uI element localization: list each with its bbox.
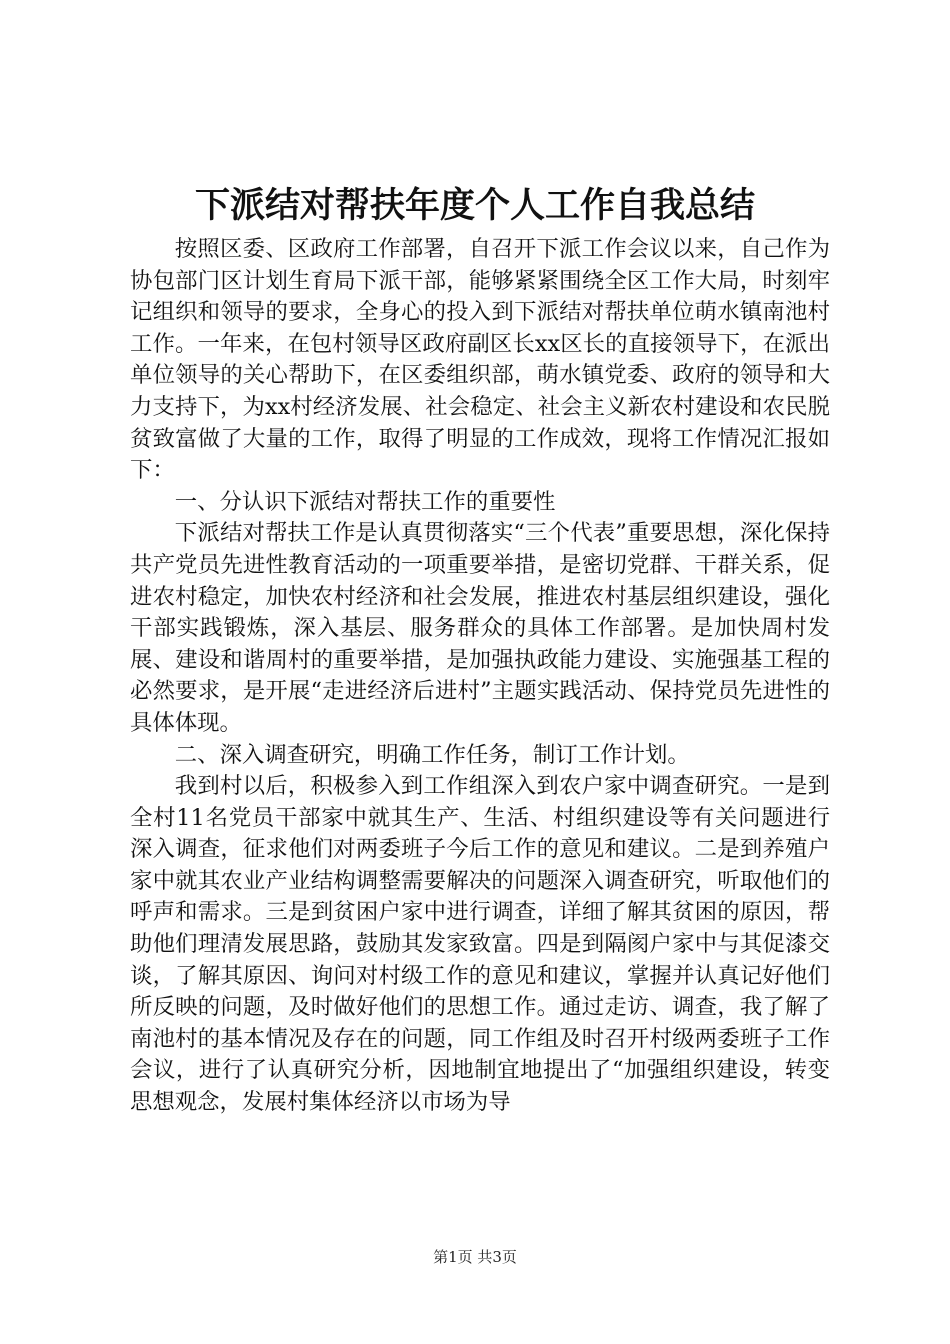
section-heading-2: 二、深入调查研究，明确工作任务，制订工作计划。 [174, 741, 690, 768]
paragraph-section-2: 我到村以后，积极参入到工作组深入到农户家中调查研究。一是到全村11名党员干部家中就其生产、生活、村组织建设等有关问题进行深入调查，征求他们对两委班子今后工作的意见和建议。二是到养殖户家中就其农业产业结构调整需要解决的问题深入调查研究，听取他们的呼声和需求。三是到贫困户家中进行调查，详细了解其贫困的原因，帮助他们理清发展思路，鼓励其发家致富。四是到隔阂户家中与其促漆交谈，了解其原因、询问对村级工作的意见和建议，掌握并认真记好他们所反映的问题，及时做好他们的思想工作。通过走访、调查，我了解了南池村的基本情况及存在的问题，同工作组及时召开村级两委班子工作会议，进行了认真研究分析，因地制宜地提出了“加强组织建设，转变思想观念，发展村集体经济以市场为导 [130, 773, 830, 1116]
page-number-footer: 第1页 共3页 [433, 1248, 517, 1266]
paragraph-section-1: 下派结对帮扶工作是认真贯彻落实“三个代表”重要思想，深化保持共产党员先进性教育活动的一项重要举措，是密切党群、干群关系，促进农村稳定，加快农村经济和社会发展，推进农村基层组织建设，强化干部实践锻炼，深入基层、服务群众的具体工作部署。是加快周村发展、建设和谐周村的重要举措，是加强执政能力建设、实施强基工程的必然要求，是开展“走进经济后进村”主题实践活动、保持党员先进性的具体体现。 [130, 520, 830, 736]
document-body [130, 234, 830, 1119]
document-title: 下派结对帮扶年度个人工作自我总结 [194, 185, 755, 226]
section-heading-1: 一、分认识下派结对帮扶工作的重要性 [174, 488, 556, 515]
paragraph-intro: 按照区委、区政府工作部署，自召开下派工作会议以来，自己作为协包部门区计划生育局下派干部，能够紧紧围绕全区工作大局，时刻牢记组织和领导的要求，全身心的投入到下派结对帮扶单位萌水镇南池村工作。一年来，在包村领导区政府副区长xx区长的直接领导下，在派出单位领导的关心帮助下，在区委组织部，萌水镇党委、政府的领导和大力支持下，为xx村经济发展、社会稳定、社会主义新农村建设和农民脱贫致富做了大量的工作，取得了明显的工作成效，现将工作情况汇报如下： [130, 236, 830, 484]
